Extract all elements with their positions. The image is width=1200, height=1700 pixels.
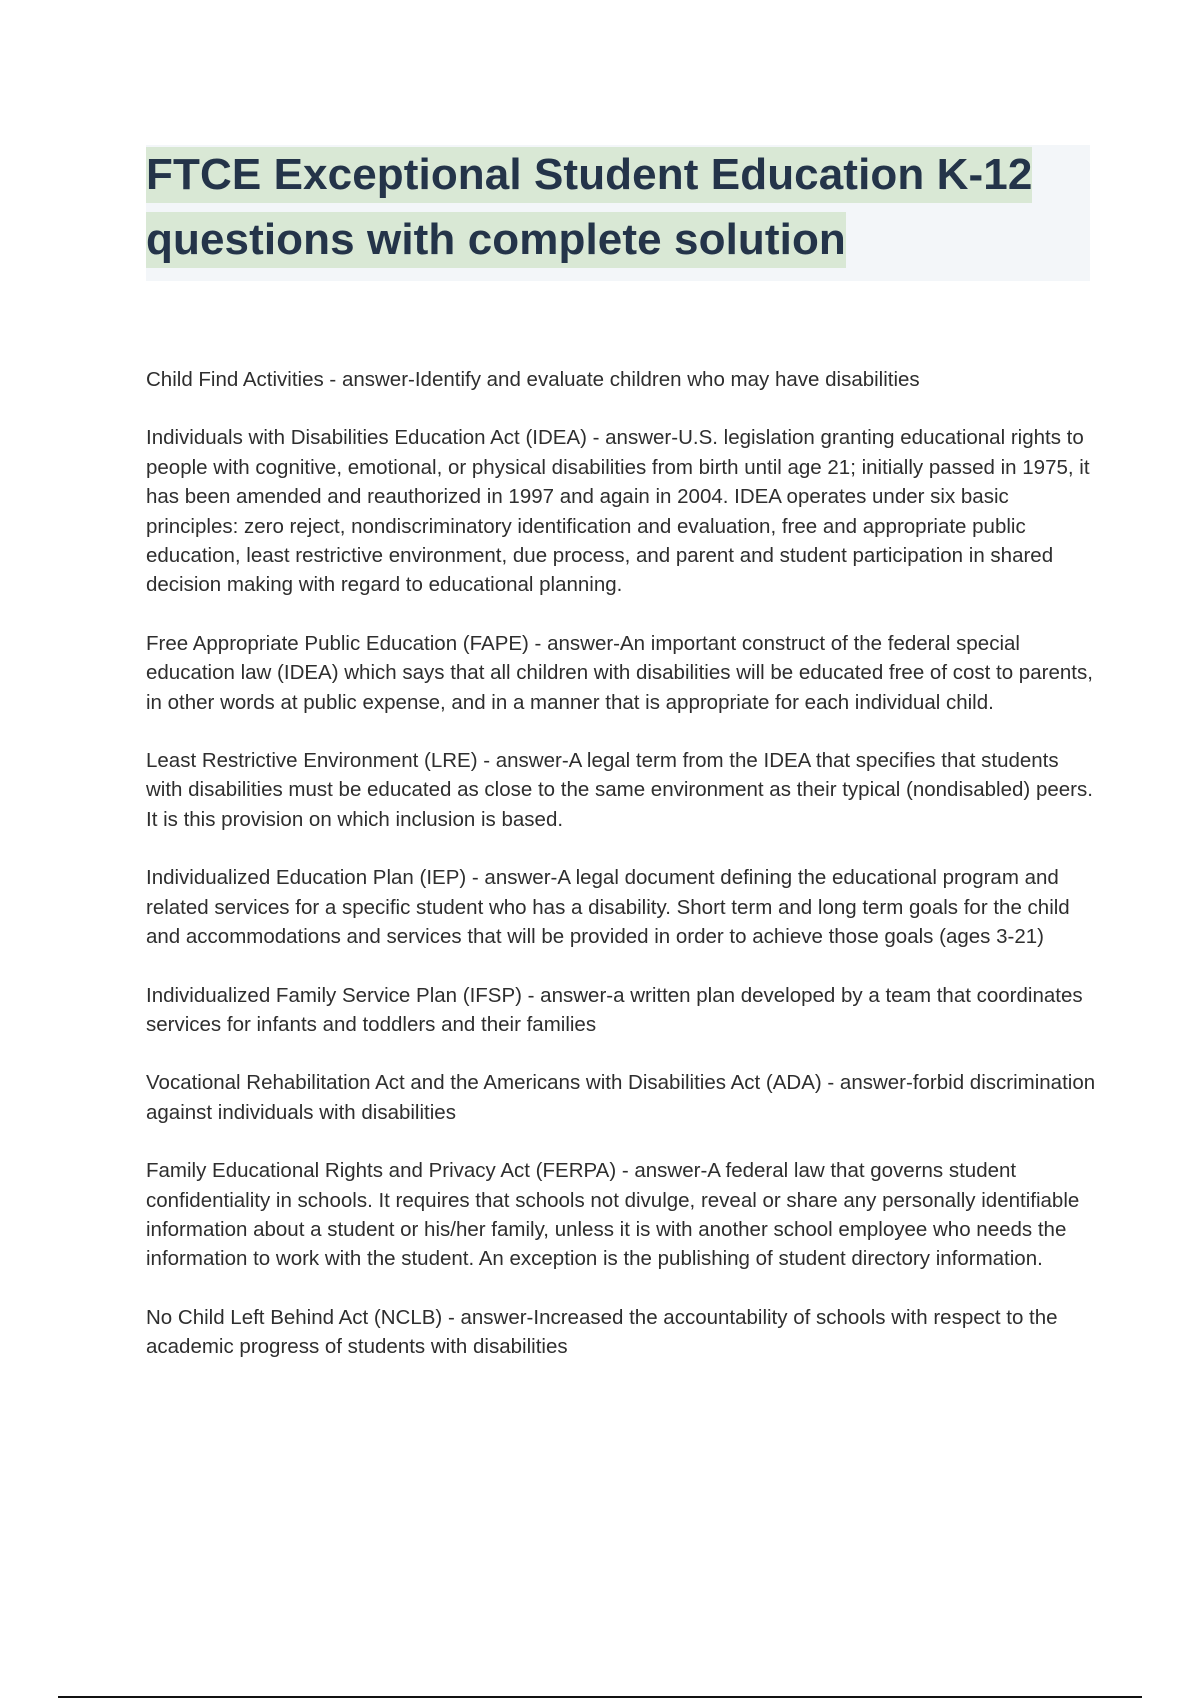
entry-fape: Free Appropriate Public Education (FAPE) - answer-An important construct of the federal special education law (IDEA) which says that all children with disabilities will be educated free of cost to parents, in other words at public expense, and in a manner that is appropriate for each individual child. (146, 631, 1093, 714)
entry-iep: Individualized Education Plan (IEP) - answer-A legal document defining the educational program and related services for a specific student who has a disability. Short term and long term goals for the child and accommodations and services that will be provided in order to achieve those goals (ages 3-21) (146, 866, 1070, 949)
document-title-line-1: FTCE Exceptional Student Education K-12 (146, 147, 1032, 203)
entry-ifsp: Individualized Family Service Plan (IFSP) - answer-a written plan developed by a team that coordinates services for infants and toddlers and their families (146, 983, 1083, 1036)
entry-child-find: Child Find Activities - answer-Identify and evaluate children who may have disabilities (146, 368, 920, 391)
entry-nclb: No Child Left Behind Act (NCLB) - answer-Increased the accountability of schools with respect to the academic progress of students with disabilities (146, 1305, 1058, 1359)
entry-lre: Least Restrictive Environment (LRE) - answer-A legal term from the IDEA that specifies that students with disabilities must be educated as close to the same environment as their typical (nondisabled) peers. It is this provision on which inclusion is based. (146, 749, 1093, 831)
entry-idea: Individuals with Disabilities Education Act (IDEA) - answer-U.S. legislation granting educational rights to people with cognitive, emotional, or physical disabilities from birth until age 21; initially passed in 1975, it has been amended and reauthorized in 1997 and again in 2004. IDEA operates under six basic principles: zero reject, nondiscriminatory identification and evaluation, free and appropriate public education, least restrictive environment, due process, and parent and student participation in shared decision making with regard to educational planning. (146, 426, 1090, 597)
entry-ferpa: Family Educational Rights and Privacy Act (FERPA) - answer-A federal law that governs student confidentiality in schools. It requires that schools not divulge, reveal or share any personally identifiable information about a student or his/her family, unless it is with another school employee who needs the information to work with the student. An exception is the publishing of student directory information. (146, 1159, 1080, 1271)
document-title-line-2: questions with complete solution (146, 212, 846, 268)
document-body (146, 365, 1096, 1391)
entry-ada: Vocational Rehabilitation Act and the Americans with Disabilities Act (ADA) - answer-forbid discrimination against individuals with disabilities (146, 1071, 1096, 1124)
page-bottom-rule (58, 1696, 1142, 1698)
